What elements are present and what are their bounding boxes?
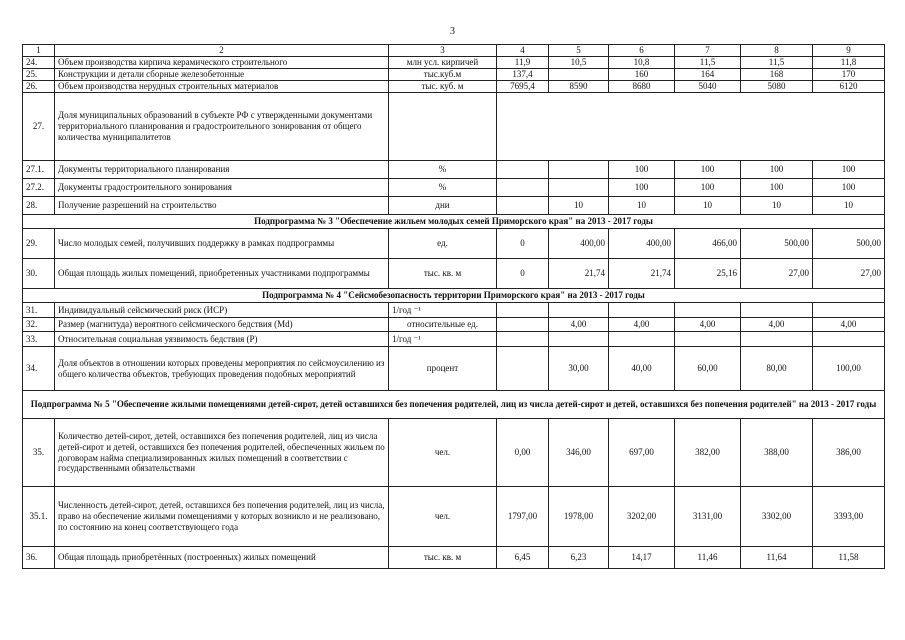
value-cell: 100 <box>741 179 813 197</box>
value-cell: 100 <box>609 179 675 197</box>
header-cell: 2 <box>55 45 389 57</box>
indicator-name: Общая площадь жилых помещений, приобретенных участниками подпрограммы <box>55 259 389 289</box>
value-cell: 80,00 <box>741 347 813 391</box>
value-cell: 6120 <box>813 81 885 93</box>
value-cell <box>549 161 609 179</box>
unit: тыс. куб. м <box>389 81 497 93</box>
value-cell <box>609 303 675 318</box>
header-cell: 4 <box>497 45 549 57</box>
table-row <box>23 93 885 161</box>
indicator-name: Численность детей-сирот, детей, оставшихся без попечения родителей, лиц из числа, право на обеспечение жилыми помещениями у которых возникло и не реализовано, по состоянию на конец соответствующего года <box>55 487 389 547</box>
unit: чел. <box>389 419 497 487</box>
value-cell: 11,46 <box>675 547 741 569</box>
value-cell: 11,5 <box>741 57 813 69</box>
value-cell: 5040 <box>675 81 741 93</box>
row-number: 27.1. <box>23 161 55 179</box>
row-number: 26. <box>23 81 55 93</box>
value-cell: 386,00 <box>813 419 885 487</box>
table-row <box>23 419 885 487</box>
unit: процент <box>389 347 497 391</box>
value-cell <box>497 347 549 391</box>
value-cell: 10,8 <box>609 57 675 69</box>
header-cell: 5 <box>549 45 609 57</box>
row-number: 27.2. <box>23 179 55 197</box>
indicator-name: Документы территориального планирования <box>55 161 389 179</box>
value-cell: 40,00 <box>609 347 675 391</box>
value-cell: 27,00 <box>741 259 813 289</box>
value-cell: 0 <box>497 259 549 289</box>
value-cell: 388,00 <box>741 419 813 487</box>
unit: ед. <box>389 229 497 259</box>
header-cell: 9 <box>813 45 885 57</box>
section-title: Подпрограмма № 5 "Обеспечение жилыми помещениями детей-сирот, детей оставшихся без попечения родителей, лиц из числа детей-сирот и детей, оставшихся без попечения родителей" на 2013 - 2017 годы <box>23 391 885 419</box>
header-cell: 8 <box>741 45 813 57</box>
value-cell: 8590 <box>549 81 609 93</box>
table-row <box>23 197 885 215</box>
indicator-name: Объем производства кирпича керамического строительного <box>55 57 389 69</box>
value-cell: 10 <box>813 197 885 215</box>
table-row <box>23 347 885 391</box>
value-cell: 11,9 <box>497 57 549 69</box>
indicator-name: Индивидуальный сейсмический риск (ИСР) <box>55 303 389 318</box>
row-number: 36. <box>23 547 55 569</box>
unit: % <box>389 179 497 197</box>
value-cell: 100 <box>813 161 885 179</box>
value-cell: 6,45 <box>497 547 549 569</box>
indicator-name: Доля объектов в отношении которых проведены мероприятия по сейсмоусилению из общего количества объектов, требующих проведения подобных мероприятий <box>55 347 389 391</box>
section-row <box>23 215 885 229</box>
unit: тыс.куб.м <box>389 69 497 81</box>
value-cell <box>497 332 549 347</box>
value-cell: 100 <box>675 179 741 197</box>
header-cell: 3 <box>389 45 497 57</box>
value-cell <box>549 332 609 347</box>
unit: 1/год ⁻¹ <box>389 303 497 318</box>
value-cell: 11,58 <box>813 547 885 569</box>
value-cell: 100 <box>675 161 741 179</box>
value-cell: 14,17 <box>609 547 675 569</box>
indicator-name: Конструкции и детали сборные железобетонные <box>55 69 389 81</box>
unit: млн усл. кирпичей <box>389 57 497 69</box>
row-number: 25. <box>23 69 55 81</box>
value-cell: 10 <box>675 197 741 215</box>
unit: дни <box>389 197 497 215</box>
value-cell <box>813 332 885 347</box>
value-cell: 137,4 <box>497 69 549 81</box>
value-cell <box>497 303 549 318</box>
indicator-name: Объем производства нерудных строительных материалов <box>55 81 389 93</box>
value-cell: 3131,00 <box>675 487 741 547</box>
value-cell: 25,16 <box>675 259 741 289</box>
table-row <box>23 57 885 69</box>
unit: относительные ед. <box>389 318 497 332</box>
indicator-name: Число молодых семей, получивших поддержку в рамках подпрограммы <box>55 229 389 259</box>
value-cell: 697,00 <box>609 419 675 487</box>
table-row <box>23 69 885 81</box>
value-cell: 100,00 <box>813 347 885 391</box>
row-number: 33. <box>23 332 55 347</box>
value-cell <box>609 332 675 347</box>
value-cell: 160 <box>609 69 675 81</box>
unit: тыс. кв. м <box>389 259 497 289</box>
value-cell: 400,00 <box>609 229 675 259</box>
table-row <box>23 81 885 93</box>
row-number: 31. <box>23 303 55 318</box>
value-cell: 7695,4 <box>497 81 549 93</box>
value-cell: 4,00 <box>609 318 675 332</box>
value-cell <box>675 303 741 318</box>
value-cell: 400,00 <box>549 229 609 259</box>
value-cell <box>497 197 549 215</box>
value-cell <box>549 303 609 318</box>
value-cell <box>549 69 609 81</box>
value-cell: 1978,00 <box>549 487 609 547</box>
indicator-name: Размер (магнитуда) вероятного сейсмического бедствия (Md) <box>55 318 389 332</box>
value-cell: 100 <box>741 161 813 179</box>
value-cell: 0 <box>497 229 549 259</box>
value-cell: 60,00 <box>675 347 741 391</box>
value-cell: 30,00 <box>549 347 609 391</box>
value-cell <box>675 332 741 347</box>
value-cell: 382,00 <box>675 419 741 487</box>
row-number: 34. <box>23 347 55 391</box>
value-cell: 100 <box>813 179 885 197</box>
table-row <box>23 229 885 259</box>
unit: тыс. кв. м <box>389 547 497 569</box>
table-row <box>23 259 885 289</box>
value-cell: 1797,00 <box>497 487 549 547</box>
unit <box>389 93 497 161</box>
row-number: 24. <box>23 57 55 69</box>
value-cell: 11,64 <box>741 547 813 569</box>
value-cell: 21,74 <box>549 259 609 289</box>
indicator-name: Общая площадь приобретённых (построенных) жилых помещений <box>55 547 389 569</box>
value-cell <box>497 179 549 197</box>
row-number: 28. <box>23 197 55 215</box>
value-cell: 0,00 <box>497 419 549 487</box>
row-number: 32. <box>23 318 55 332</box>
row-number: 27. <box>23 93 55 161</box>
indicators-table <box>22 44 885 569</box>
table-row <box>23 161 885 179</box>
header-cell: 7 <box>675 45 741 57</box>
value-cell: 3202,00 <box>609 487 675 547</box>
value-cell: 21,74 <box>609 259 675 289</box>
value-cell: 168 <box>741 69 813 81</box>
value-cell <box>741 332 813 347</box>
value-cell <box>497 161 549 179</box>
value-cell <box>549 179 609 197</box>
value-cell: 11,5 <box>675 57 741 69</box>
table-row <box>23 547 885 569</box>
indicator-name: Количество детей-сирот, детей, оставшихся без попечения родителей, лиц из числа детей-сирот и детей, оставшихся без попечения родителей, обеспеченных жильем по договорам найма специализированных жилых помещений в соответствии с государственными обязательствами <box>55 419 389 487</box>
table-row <box>23 318 885 332</box>
value-cell <box>813 303 885 318</box>
value-cell: 346,00 <box>549 419 609 487</box>
indicator-name: Относительная социальная уязвимость бедствия (Р) <box>55 332 389 347</box>
value-cell: 3302,00 <box>741 487 813 547</box>
value-cell: 6,23 <box>549 547 609 569</box>
header-cell: 6 <box>609 45 675 57</box>
table-row <box>23 303 885 318</box>
row-number: 35.1. <box>23 487 55 547</box>
value-cell <box>497 318 549 332</box>
value-cell: 500,00 <box>741 229 813 259</box>
unit: чел. <box>389 487 497 547</box>
value-cell: 10 <box>609 197 675 215</box>
value-cell <box>497 93 885 161</box>
section-row <box>23 289 885 303</box>
value-cell: 27,00 <box>813 259 885 289</box>
row-number: 35. <box>23 419 55 487</box>
section-row <box>23 391 885 419</box>
value-cell: 500,00 <box>813 229 885 259</box>
row-number: 29. <box>23 229 55 259</box>
value-cell: 466,00 <box>675 229 741 259</box>
value-cell: 11,8 <box>813 57 885 69</box>
section-title: Подпрограмма № 3 "Обеспечение жильем молодых семей Приморского края" на 2013 - 2017 годы <box>23 215 885 229</box>
value-cell: 100 <box>609 161 675 179</box>
value-cell: 4,00 <box>675 318 741 332</box>
value-cell: 4,00 <box>741 318 813 332</box>
header-cell: 1 <box>23 45 55 57</box>
table-row <box>23 179 885 197</box>
value-cell: 10 <box>741 197 813 215</box>
value-cell: 170 <box>813 69 885 81</box>
unit: 1/год ⁻¹ <box>389 332 497 347</box>
value-cell: 8680 <box>609 81 675 93</box>
indicator-name: Доля муниципальных образований в субъекте РФ с утвержденными документами территориального планирования и градостроительного зонирования от общего количества муниципалитетов <box>55 93 389 161</box>
section-title: Подпрограмма № 4 "Сейсмобезопасность территории Приморского края" на 2013 - 2017 годы <box>23 289 885 303</box>
value-cell: 4,00 <box>813 318 885 332</box>
value-cell: 164 <box>675 69 741 81</box>
table-row <box>23 332 885 347</box>
value-cell: 10,5 <box>549 57 609 69</box>
value-cell: 10 <box>549 197 609 215</box>
page-number: 3 <box>450 26 455 37</box>
table-row <box>23 487 885 547</box>
indicator-name: Документы градостроительного зонирования <box>55 179 389 197</box>
unit: % <box>389 161 497 179</box>
value-cell <box>741 303 813 318</box>
value-cell: 4,00 <box>549 318 609 332</box>
value-cell: 5080 <box>741 81 813 93</box>
row-number: 30. <box>23 259 55 289</box>
indicator-name: Получение разрешений на строительство <box>55 197 389 215</box>
header-row <box>23 45 885 57</box>
value-cell: 3393,00 <box>813 487 885 547</box>
